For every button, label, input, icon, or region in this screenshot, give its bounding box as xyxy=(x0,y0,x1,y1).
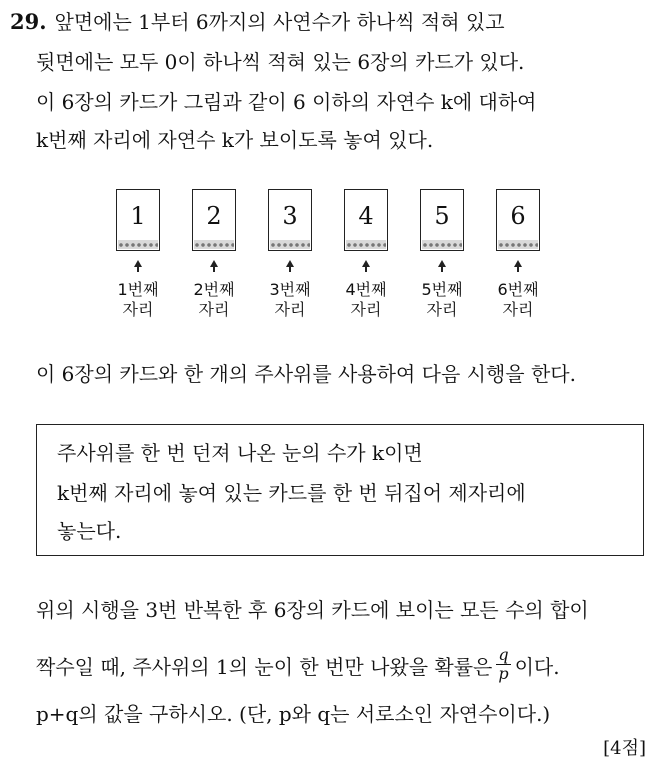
card-pattern xyxy=(498,240,538,249)
position-label-3 xyxy=(260,280,320,320)
position-label-word: 자리 xyxy=(198,300,230,319)
card-2-value: 2 xyxy=(206,202,222,230)
trial-box-line-3: 놓는다. xyxy=(57,519,122,543)
card-5-value: 5 xyxy=(434,202,450,230)
position-label-word: 자리 xyxy=(502,300,534,319)
card-4 xyxy=(344,189,388,251)
arrow-stem xyxy=(213,266,215,272)
position-label-ordinal: 4번째 xyxy=(345,280,387,299)
card-3 xyxy=(268,189,312,251)
trial-intro: 이 6장의 카드와 한 개의 주사위를 사용하여 다음 시행을 한다. xyxy=(36,362,576,386)
problem-number: 29. xyxy=(10,9,47,34)
card-6 xyxy=(496,189,540,251)
intro-line-4: k번째 자리에 자연수 k가 보이도록 놓여 있다. xyxy=(36,128,434,152)
intro-line-2: 뒷면에는 모두 0이 하나씩 적혀 있는 6장의 카드가 있다. xyxy=(36,50,525,74)
card-pattern xyxy=(194,240,234,249)
card-6-value: 6 xyxy=(510,202,526,230)
position-label-2 xyxy=(184,280,244,320)
arrow-stem xyxy=(365,266,367,272)
position-label-ordinal: 2번째 xyxy=(193,280,235,299)
arrow-stem xyxy=(517,266,519,272)
card-pattern xyxy=(346,240,386,249)
question-line-1: 위의 시행을 3번 반복한 후 6장의 카드에 보이는 모든 수의 합이 xyxy=(36,598,589,622)
position-label-word: 자리 xyxy=(122,300,154,319)
position-label-ordinal: 5번째 xyxy=(421,280,463,299)
question-line-2 xyxy=(36,645,560,687)
fraction-numerator: q xyxy=(498,645,509,664)
trial-box-line-1: 주사위를 한 번 던져 나온 눈의 수가 k이면 xyxy=(57,441,423,465)
intro-line-1 xyxy=(10,10,505,34)
card-1-value: 1 xyxy=(130,202,146,230)
card-1 xyxy=(116,189,160,251)
card-4-value: 4 xyxy=(358,202,374,230)
trial-box xyxy=(36,424,644,556)
probability-fraction xyxy=(496,646,510,683)
position-label-word: 자리 xyxy=(274,300,306,319)
card-pattern xyxy=(118,240,158,249)
position-label-4 xyxy=(336,280,396,320)
question-line-3: p+q의 값을 구하시오. (단, p와 q는 서로소인 자연수이다.) xyxy=(36,702,551,726)
position-label-5 xyxy=(412,280,472,320)
position-label-ordinal: 6번째 xyxy=(497,280,539,299)
position-label-ordinal: 1번째 xyxy=(117,280,159,299)
position-label-1 xyxy=(108,280,168,320)
position-label-ordinal: 3번째 xyxy=(269,280,311,299)
question-line-2-text: 짝수일 때, 주사위의 1의 눈이 한 번만 나왔을 확률은 xyxy=(36,655,493,679)
arrow-stem xyxy=(137,266,139,272)
card-pattern xyxy=(422,240,462,249)
arrow-stem xyxy=(441,266,443,272)
position-label-word: 자리 xyxy=(426,300,458,319)
card-pattern xyxy=(270,240,310,249)
position-label-6 xyxy=(488,280,548,320)
score-badge: [4점] xyxy=(603,738,646,759)
intro-line-3: 이 6장의 카드가 그림과 같이 6 이하의 자연수 k에 대하여 xyxy=(36,90,537,114)
intro-text-1: 앞면에는 1부터 6까지의 사연수가 하나씩 적혀 있고 xyxy=(54,10,505,34)
card-2 xyxy=(192,189,236,251)
card-3-value: 3 xyxy=(282,202,298,230)
trial-box-line-2: k번째 자리에 놓여 있는 카드를 한 번 뒤집어 제자리에 xyxy=(57,481,526,505)
arrow-stem xyxy=(289,266,291,272)
question-line-2-end: 이다. xyxy=(514,655,560,679)
card-5 xyxy=(420,189,464,251)
fraction-denominator: p xyxy=(498,664,509,683)
position-label-word: 자리 xyxy=(350,300,382,319)
